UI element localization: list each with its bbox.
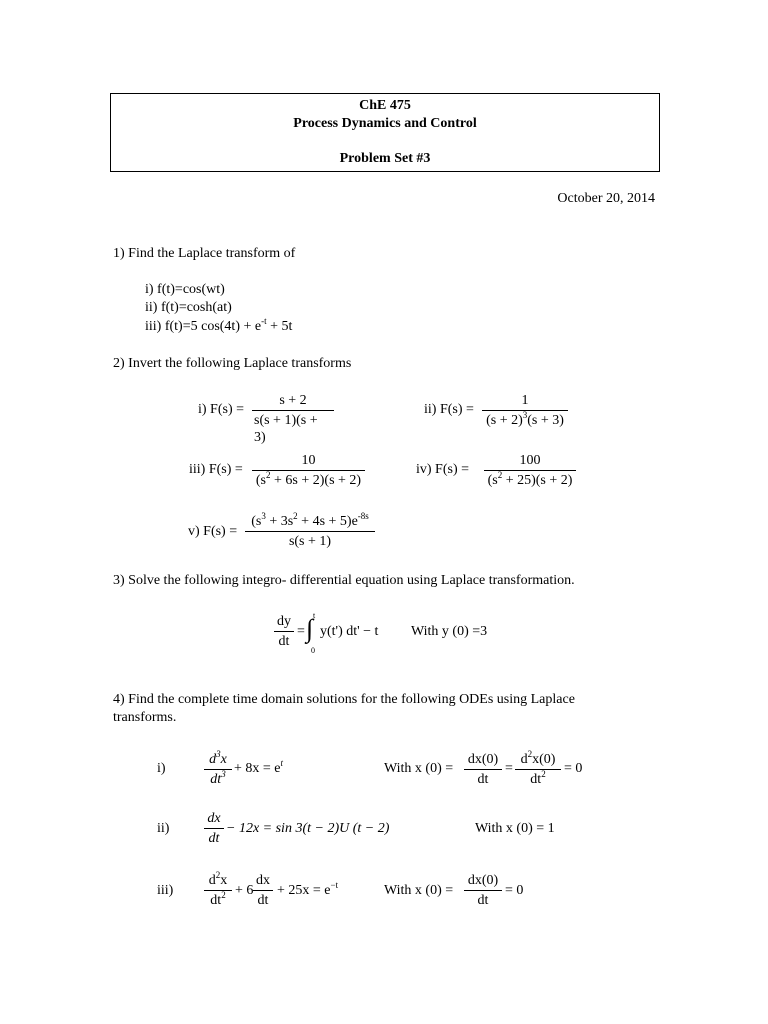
q3-integrand: y(t') dt' − t (320, 624, 379, 639)
integral-sign: ∫ (306, 614, 314, 643)
title-box (110, 93, 660, 172)
q3-upper-limit: t (313, 611, 316, 620)
q2-iv-fraction: 100 $(s^2 + 25)(s + 2)$ (484, 452, 576, 489)
q2-v-fraction: $(s^3 + 3s^2 + 4s + 5)e^{-8s}$ s(s + 1) (245, 513, 375, 550)
course-title: Process Dynamics and Control (293, 116, 477, 131)
q3-lower-limit: 0 (311, 646, 315, 655)
q1-part-i: i) f(t)=cos(wt) (145, 282, 225, 297)
q3-equals: = (297, 624, 305, 639)
q3-prompt: 3) Solve the following integro- differential equation using Laplace transformation. (113, 573, 575, 588)
q3-derivative: dy dt (274, 613, 294, 650)
q2-v-label: v) F(s) = (188, 524, 238, 539)
q4-ii-label: ii) (157, 821, 170, 836)
q1-part-iii: iii) f(t)=5 $\cos(4t) + e^{-t} + 5t$ (145, 316, 293, 334)
q4-i-label: i) (157, 761, 166, 776)
q4-iii-mid: + 6 (235, 883, 254, 898)
q4-i-cond-frac-2: $d^2x(0)$ $dt^2$ (515, 751, 561, 788)
q4-i-eq-2: = 0 (564, 761, 583, 776)
q4-iii-cond-frac: dx(0) dt (464, 872, 502, 909)
problem-set-title: Problem Set #3 (339, 151, 431, 166)
q4-i-condition: With x (0) = (384, 761, 454, 776)
q4-ii-rhs: − 12x = sin 3(t − 2)U (t − 2) (226, 821, 390, 836)
q3-condition: With y (0) =3 (411, 624, 488, 639)
q4-iii-eq: = 0 (505, 883, 524, 898)
q1-part-ii: ii) f(t)=cosh(at) (145, 300, 232, 315)
q4-prompt-line1: 4) Find the complete time domain solutions for the following ODEs using Laplace (113, 692, 575, 707)
q2-i-fraction: s + 2 s(s + 1)(s + 3) (252, 392, 334, 446)
q4-ii-condition: With x (0) = 1 (475, 821, 555, 836)
q2-prompt: 2) Invert the following Laplace transforms (113, 356, 352, 371)
q4-iii-rhs: + $25x = e^{-t}$ (277, 880, 339, 898)
q4-iii-second-derivative: $d^2x$ $dt^2$ (204, 872, 232, 909)
q4-iii-condition: With x (0) = (384, 883, 454, 898)
q4-i-derivative: $d^3x$ $dt^3$ (204, 751, 232, 788)
q2-i-label: i) F(s) = (198, 402, 245, 417)
q2-ii-fraction: 1 $(s + 2)^3(s + 3)$ (482, 392, 568, 429)
course-code: ChE 475 (359, 98, 411, 113)
q2-iv-label: iv) F(s) = (416, 462, 470, 477)
q4-i-eq-1: = (505, 761, 513, 776)
q4-i-rhs: + $8x = e^t$ (234, 758, 284, 776)
q4-ii-derivative: dx dt (204, 810, 224, 847)
q4-i-cond-frac-1: dx(0) dt (464, 751, 502, 788)
q2-ii-label: ii) F(s) = (424, 402, 474, 417)
q2-iii-label: iii) F(s) = (189, 462, 243, 477)
q4-prompt-line2: transforms. (113, 710, 177, 725)
q2-iii-fraction: 10 $(s^2 + 6s + 2)(s + 2)$ (252, 452, 365, 489)
q1-prompt: 1) Find the Laplace transform of (113, 246, 296, 261)
date: October 20, 2014 (557, 191, 655, 206)
q4-iii-first-derivative: dx dt (253, 872, 273, 909)
q4-iii-label: iii) (157, 883, 174, 898)
